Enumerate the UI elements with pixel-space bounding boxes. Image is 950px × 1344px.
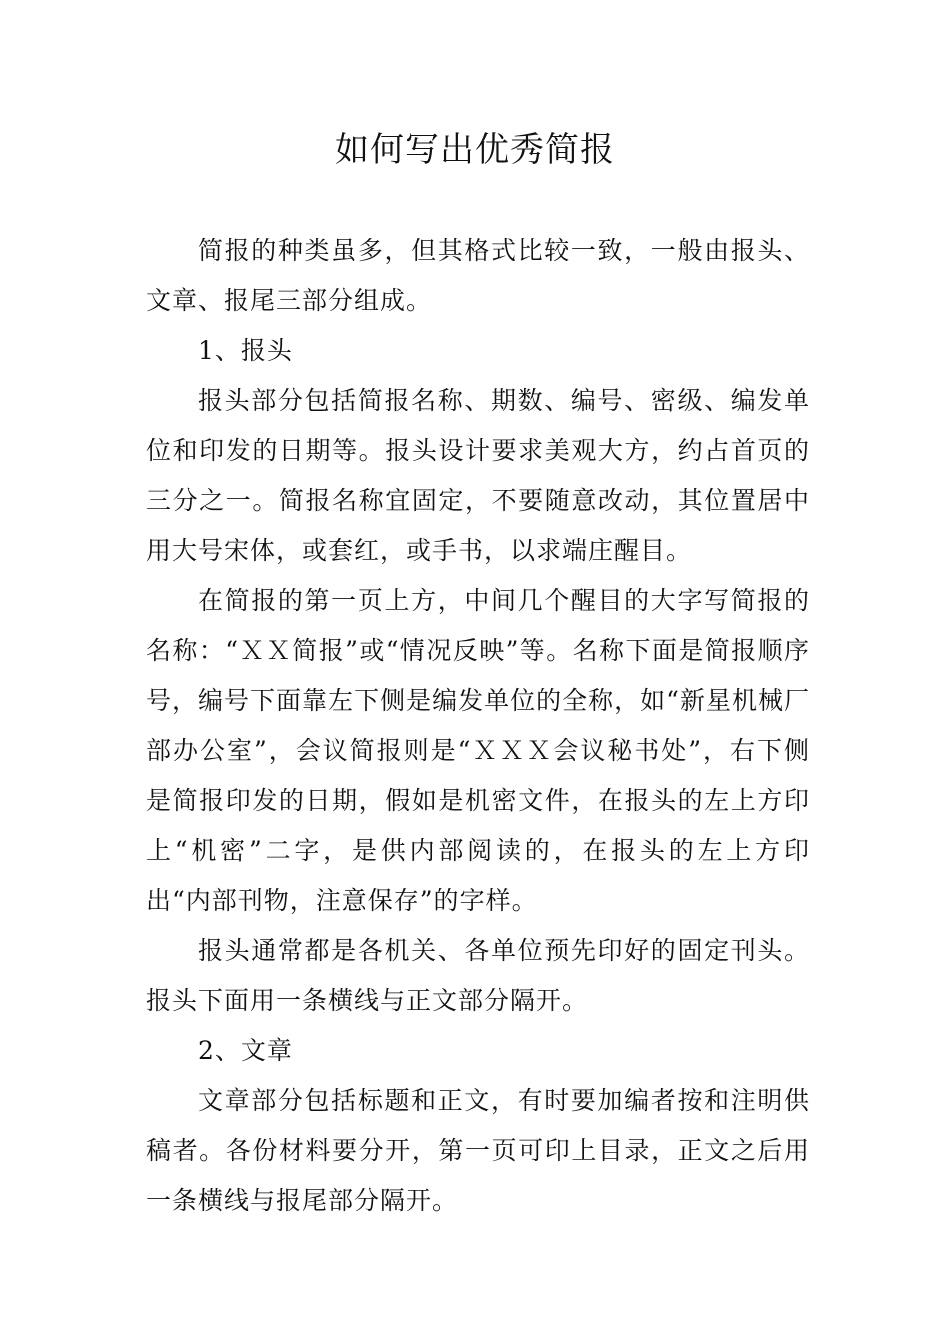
document-title: 如何写出优秀简报 xyxy=(335,130,615,170)
paragraph-masthead-layout: 在简报的第一页上方，中间几个醒目的大字写简报的名称：“ＸＸ简报”或“情况反映”等。名称下面是简报顺序号，编号下面靠左下侧是编发单位的全称，如“新星机械厂部办公室”，会议简报则是“ＸＸＸ会议秘书处”，右下侧是简报印发的日期，假如是机密文件，在报头的左上方印上“机密”二字，是供内部阅读的，在报头的左上方印出“内部刊物，注意保存”的字样。 xyxy=(146,586,810,915)
paragraph-masthead-content: 报头部分包括简报名称、期数、编号、密级、编发单位和印发的日期等。报头设计要求美观大方，约占首页的三分之一。简报名称宜固定，不要随意改动，其位置居中用大号宋体，或套红，或手书，以求端庄醒目。 xyxy=(146,386,810,565)
section-heading-masthead: 1、报头 xyxy=(198,336,293,365)
paragraph-intro: 简报的种类虽多，但其格式比较一致，一般由报头、文章、报尾三部分组成。 xyxy=(146,236,810,315)
document-body xyxy=(146,226,810,1226)
section-heading-article: 2、文章 xyxy=(198,1036,293,1065)
paragraph-masthead-print: 报头通常都是各机关、各单位预先印好的固定刊头。报头下面用一条横线与正文部分隔开。 xyxy=(146,936,810,1015)
paragraph-article-content: 文章部分包括标题和正文，有时要加编者按和注明供稿者。各份材料要分开，第一页可印上目录，正文之后用一条横线与报尾部分隔开。 xyxy=(146,1086,810,1215)
